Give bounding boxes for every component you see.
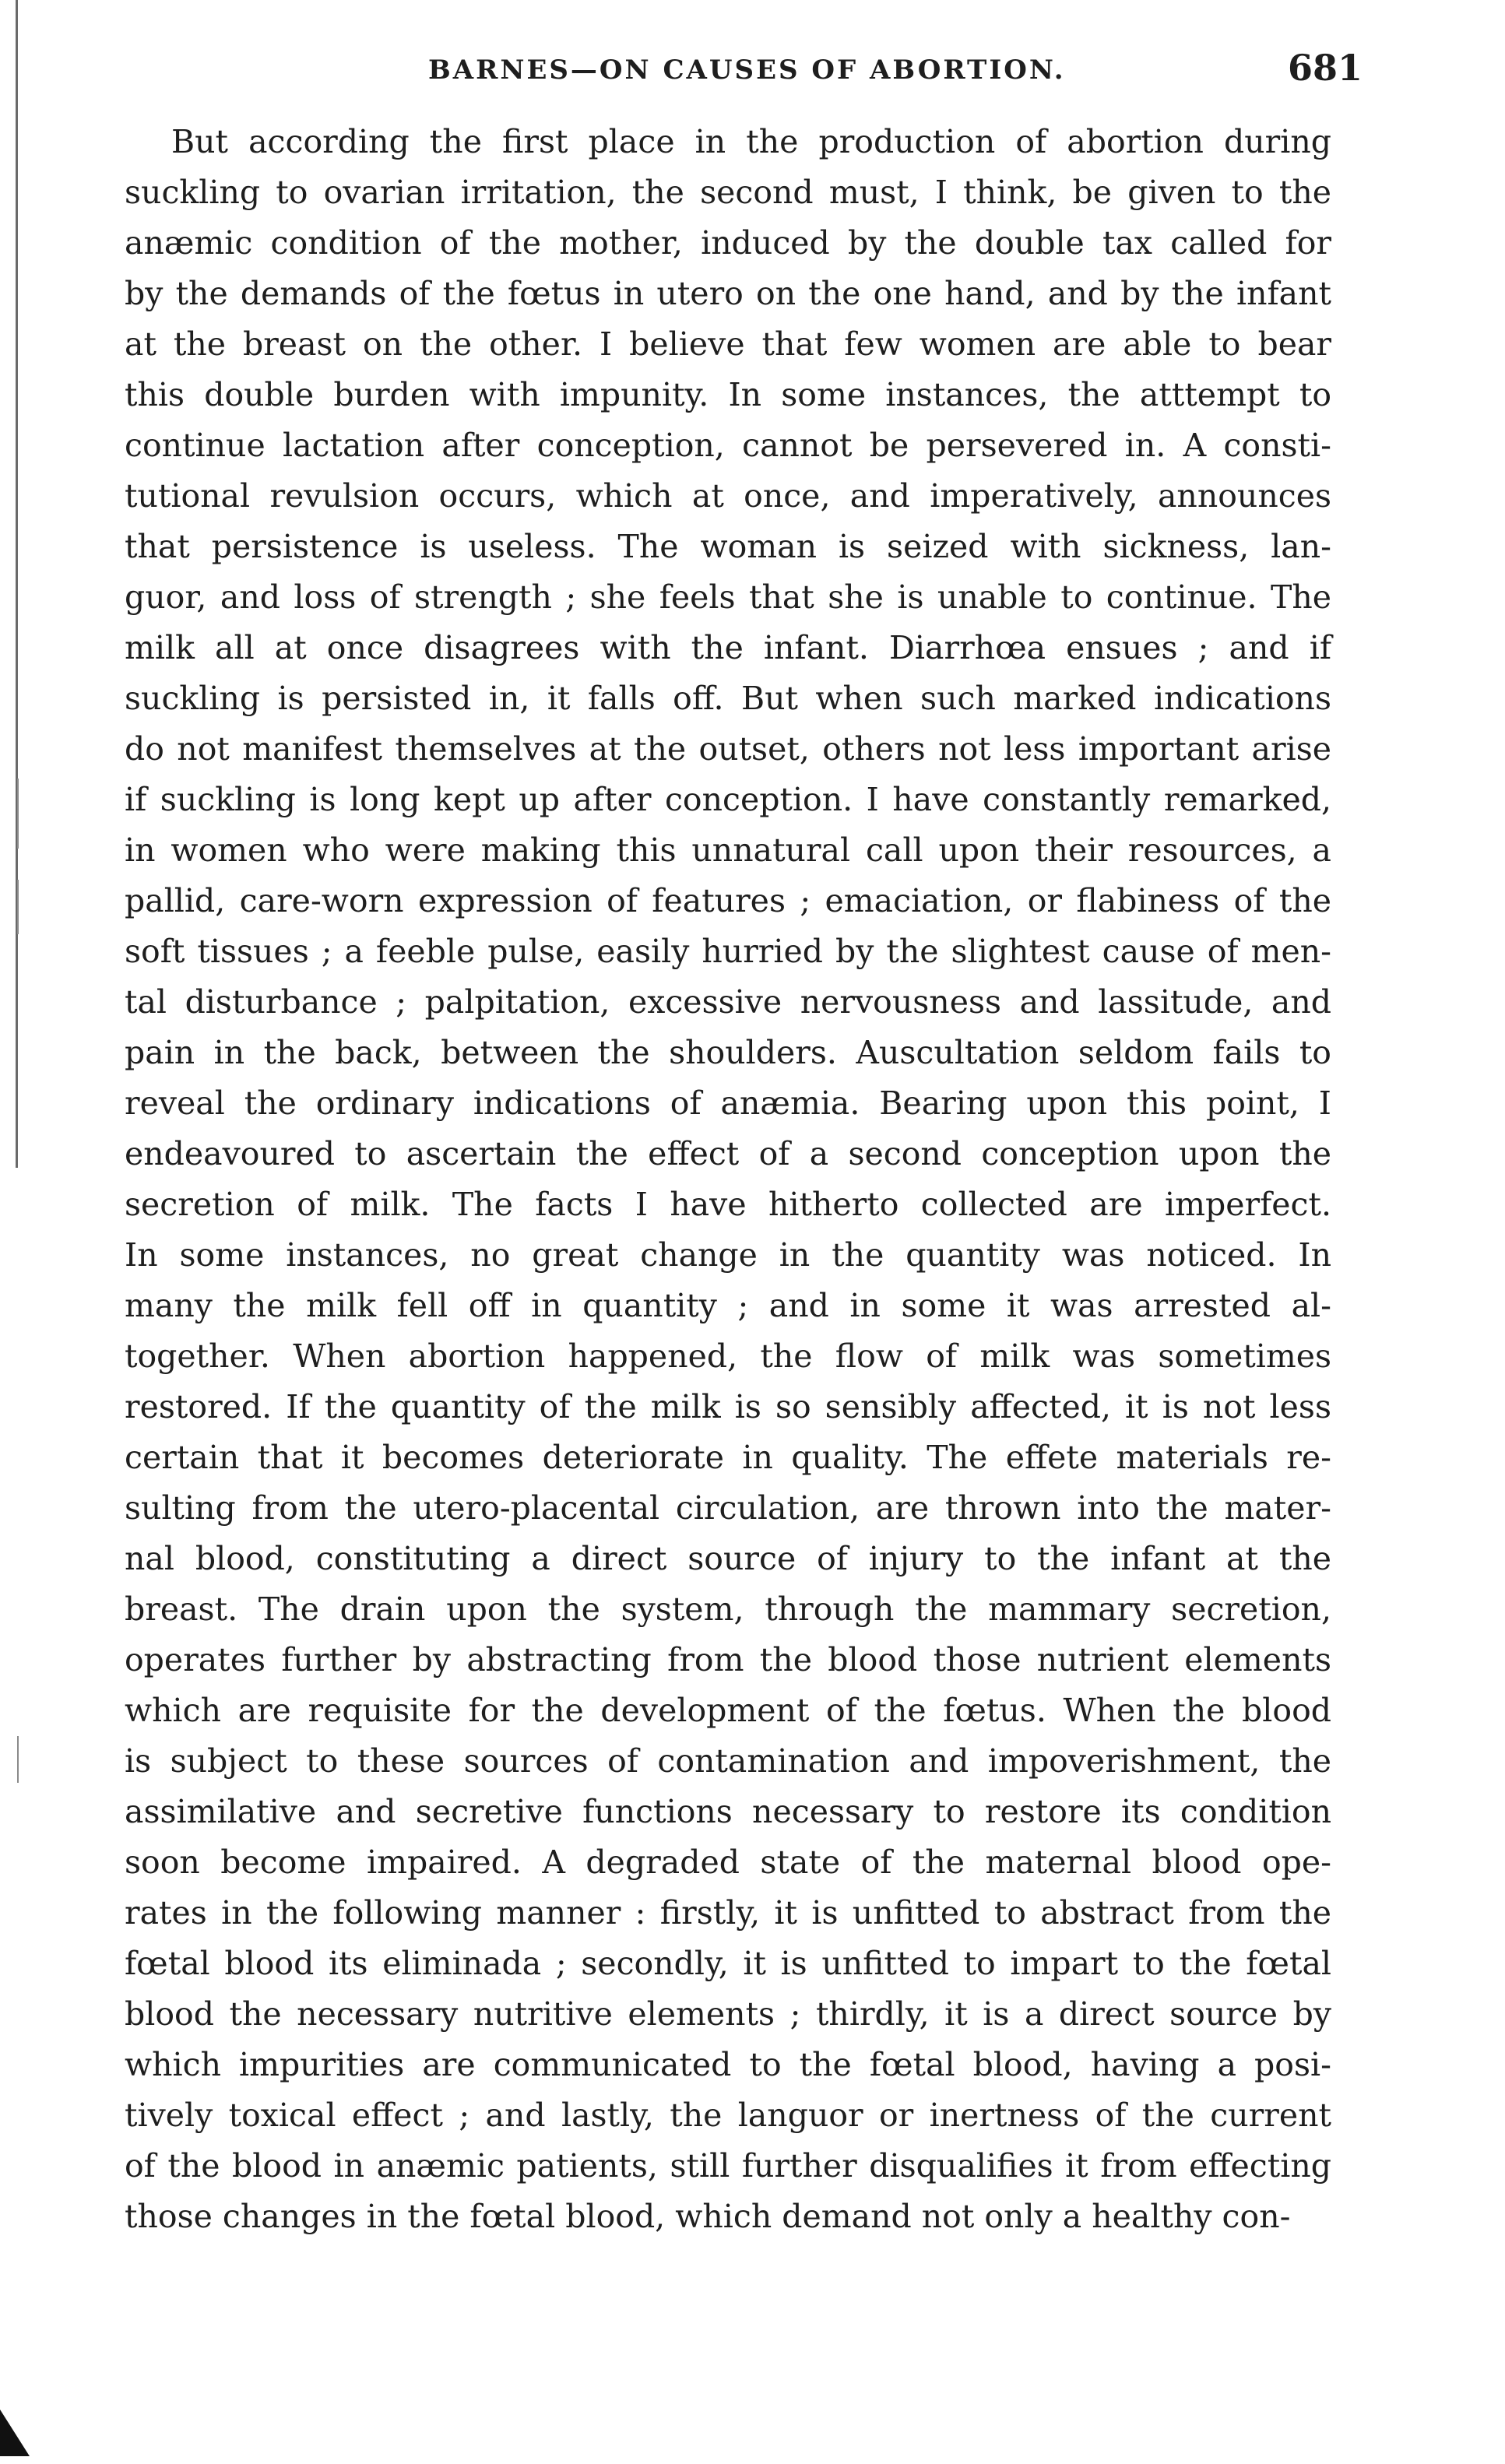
text-line: blood the necessary nutritive elements ; thirdly, it is a direct source by <box>125 1995 1331 2033</box>
text-line: continue lactation after conception, cannot be persevered in. A consti- <box>125 427 1331 464</box>
text-line: guor, and loss of strength ; she feels that she is unable to continue. The <box>125 578 1331 616</box>
text-line: by the demands of the fœtus in utero on the one hand, and by the infant <box>125 275 1331 312</box>
text-line: in women who were making this unnatural call upon their resources, a <box>125 831 1331 869</box>
body-text <box>125 117 1331 2242</box>
text-line: secretion of milk. The facts I have hitherto collected are imperfect. <box>125 1186 1331 1223</box>
text-line: anæmic condition of the mother, induced by the double tax called for <box>125 224 1331 262</box>
binding-edge-mark <box>17 1736 19 1783</box>
text-line: assimilative and secretive functions necessary to restore its condition <box>125 1793 1331 1830</box>
text-line: those changes in the fœtal blood, which demand not only a healthy con- <box>125 2198 1291 2235</box>
running-head: BARNES—ON CAUSES OF ABORTION. <box>428 54 1066 86</box>
text-line: soon become impaired. A degraded state of the maternal blood ope- <box>125 1844 1331 1881</box>
text-line: certain that it becomes deteriorate in quality. The effete materials re- <box>125 1439 1331 1476</box>
text-line: sulting from the utero-placental circulation, are thrown into the mater- <box>125 1489 1331 1527</box>
text-line: tal disturbance ; palpitation, excessive nervousness and lassitude, and <box>125 983 1331 1021</box>
text-line: if suckling is long kept up after conception. I have constantly remarked, <box>125 781 1331 818</box>
text-line: many the milk fell off in quantity ; and in some it was arrested al- <box>125 1287 1331 1324</box>
text-line: is subject to these sources of contamination and impoverishment, the <box>125 1742 1331 1780</box>
binding-edge-rule <box>16 0 18 1168</box>
text-line: rates in the following manner : firstly, it is unfitted to abstract from the <box>125 1894 1331 1931</box>
text-line: do not manifest themselves at the outset, others not less important arise <box>125 730 1331 768</box>
text-line: breast. The drain upon the system, through the mammary secretion, <box>125 1591 1331 1628</box>
text-line: which are requisite for the development of the fœtus. When the blood <box>125 1692 1331 1729</box>
text-line: tively toxical effect ; and lastly, the languor or inertness of the current <box>125 2097 1331 2134</box>
text-line: pallid, care-worn expression of features ; emaciation, or flabiness of the <box>125 882 1331 919</box>
text-line: which impurities are communicated to the fœtal blood, having a posi- <box>125 2046 1331 2083</box>
page-corner-mark <box>0 2410 30 2456</box>
text-line: operates further by abstracting from the blood those nutrient elements <box>125 1641 1331 1678</box>
text-line: nal blood, constituting a direct source of injury to the infant at the <box>125 1540 1331 1577</box>
page-number: 681 <box>1287 47 1363 89</box>
text-line: In some instances, no great change in the quantity was noticed. In <box>125 1236 1331 1274</box>
text-line: suckling is persisted in, it falls off. But when such marked indications <box>125 680 1331 717</box>
text-line: tutional revulsion occurs, which at once, and imperatively, announces <box>125 477 1331 515</box>
binding-edge-mark <box>17 880 19 934</box>
text-line: at the breast on the other. I believe that few women are able to bear <box>125 325 1331 363</box>
page-header <box>117 47 1363 101</box>
text-line: suckling to ovarian irritation, the second must, I think, be given to the <box>125 174 1331 211</box>
text-line: soft tissues ; a feeble pulse, easily hurried by the slightest cause of men- <box>125 933 1331 970</box>
text-line: pain in the back, between the shoulders. Auscultation seldom fails to <box>125 1034 1331 1071</box>
text-line: restored. If the quantity of the milk is so sensibly affected, it is not less <box>125 1388 1331 1425</box>
text-line: milk all at once disagrees with the infant. Diarrhœa ensues ; and if <box>125 629 1331 666</box>
text-line: together. When abortion happened, the flow of milk was sometimes <box>125 1337 1331 1375</box>
text-line: endeavoured to ascertain the effect of a second conception upon the <box>125 1135 1331 1172</box>
text-line: But according the first place in the production of abortion during <box>171 123 1331 160</box>
binding-edge-mark <box>17 779 19 849</box>
text-line: of the blood in anæmic patients, still further disqualifies it from effecting <box>125 2147 1331 2185</box>
text-line: reveal the ordinary indications of anæmia. Bearing upon this point, I <box>125 1084 1331 1122</box>
text-line: fœtal blood its eliminada ; secondly, it is unfitted to impart to the fœtal <box>125 1945 1331 1982</box>
text-line: this double burden with impunity. In some instances, the atttempt to <box>125 376 1331 413</box>
text-line: that persistence is useless. The woman is seized with sickness, lan- <box>125 528 1331 565</box>
